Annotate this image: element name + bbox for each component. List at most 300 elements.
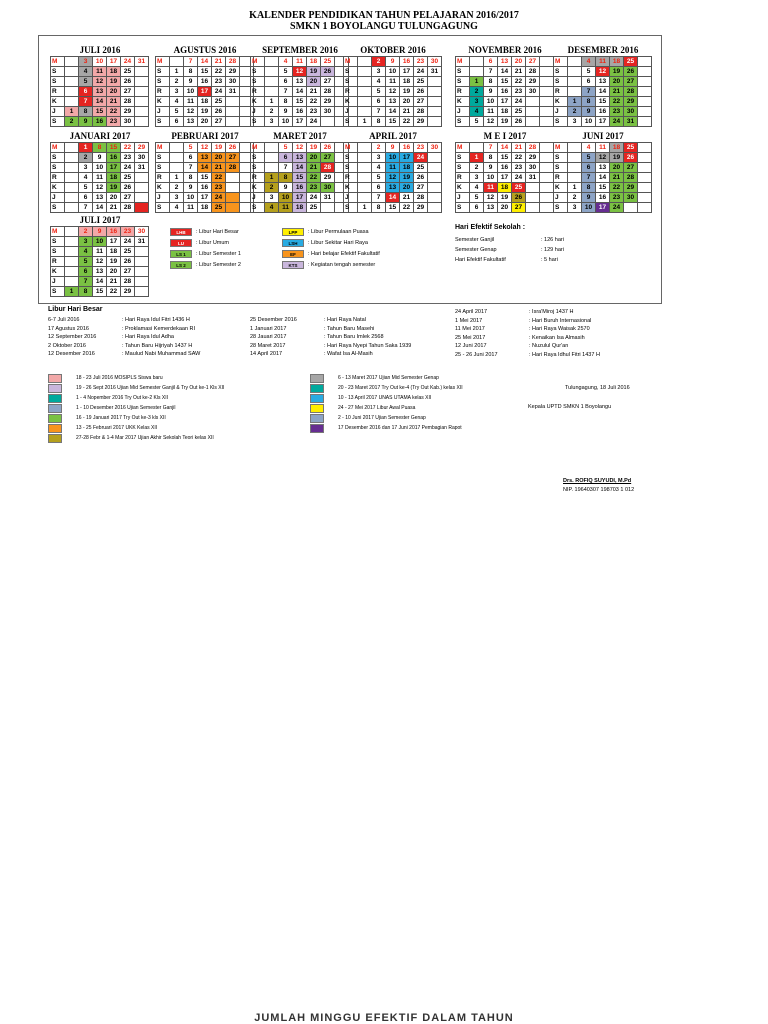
activity-text: 2 - 10 Juni 2017 Ujian Semester Genap [338, 415, 426, 421]
day-label: S [456, 77, 470, 87]
date-cell: 13 [498, 57, 512, 67]
legend-text: : Hari belajar Efektif Fakultatif [308, 251, 380, 257]
date-cell: 20 [400, 183, 414, 193]
activity-row [48, 413, 224, 423]
date-cell [428, 153, 442, 163]
month-grid [50, 226, 149, 297]
date-cell [428, 163, 442, 173]
date-cell: 16 [498, 87, 512, 97]
effective-row [455, 237, 564, 247]
holiday-date: 12 September 2016 [48, 334, 97, 340]
activity-text: 1 - 10 Desember 2016 Ujian Semester Ganjil [76, 405, 176, 411]
date-cell: 17 [596, 117, 610, 127]
month-3 [343, 44, 443, 127]
date-cell: 15 [498, 77, 512, 87]
effective-value: : 129 hari [541, 247, 564, 253]
date-cell: 7 [372, 193, 386, 203]
legend-left [170, 227, 241, 271]
activity-row [48, 383, 224, 393]
date-cell [265, 57, 279, 67]
date-cell: 15 [198, 67, 212, 77]
date-cell: 3 [372, 153, 386, 163]
month-grid [455, 56, 554, 127]
activity-row [310, 423, 463, 433]
month-name: OKTOBER 2016 [360, 45, 426, 55]
date-cell: 6 [79, 193, 93, 203]
date-cell [226, 107, 240, 117]
date-cell: 25 [624, 57, 638, 67]
date-cell: 4 [79, 247, 93, 257]
holiday-name: : Hari Raya Idhul Fitri 1437 H [529, 351, 600, 358]
date-cell: 8 [484, 153, 498, 163]
date-cell: 19 [400, 173, 414, 183]
activity-swatch [310, 394, 324, 403]
date-cell: 28 [321, 163, 335, 173]
date-cell: 4 [170, 203, 184, 213]
date-cell: 1 [170, 173, 184, 183]
date-cell: 3 [79, 163, 93, 173]
date-cell: 19 [198, 107, 212, 117]
holiday-date: 1 Mei 2017 [455, 317, 483, 324]
date-cell: 27 [226, 153, 240, 163]
date-cell: 4 [279, 57, 293, 67]
date-cell: 8 [184, 67, 198, 77]
date-cell [540, 153, 554, 163]
date-cell [265, 77, 279, 87]
date-cell [65, 173, 79, 183]
date-cell: 2 [79, 227, 93, 237]
date-cell [358, 57, 372, 67]
date-cell: 9 [184, 183, 198, 193]
activity-row [48, 403, 224, 413]
date-cell [65, 143, 79, 153]
date-cell [638, 117, 652, 127]
date-cell: 15 [93, 287, 107, 297]
date-cell [135, 247, 149, 257]
date-cell [526, 183, 540, 193]
day-label: R [251, 87, 265, 97]
legend-swatch: KTS [282, 261, 304, 269]
day-label: J [456, 193, 470, 203]
date-cell: 5 [184, 143, 198, 153]
date-cell: 14 [93, 277, 107, 287]
holiday-row [455, 326, 600, 335]
day-label: M [251, 57, 265, 67]
date-cell: 18 [307, 57, 321, 67]
date-cell: 26 [624, 153, 638, 163]
month-name: MARET 2017 [273, 131, 327, 141]
date-cell: 24 [414, 153, 428, 163]
day-label: S [554, 67, 568, 77]
date-cell: 12 [484, 117, 498, 127]
activity-row [310, 393, 463, 403]
date-cell: 1 [265, 173, 279, 183]
date-cell [568, 163, 582, 173]
date-cell: 26 [414, 87, 428, 97]
date-cell [65, 227, 79, 237]
date-cell: 8 [372, 117, 386, 127]
legend-swatch: LS 1 [170, 250, 192, 258]
activity-swatch [48, 374, 62, 383]
date-cell: 13 [596, 77, 610, 87]
date-cell: 12 [198, 143, 212, 153]
holiday-date: 1 Januari 2017 [250, 325, 287, 332]
date-cell: 2 [170, 183, 184, 193]
legend-item [282, 227, 380, 237]
date-cell: 3 [372, 67, 386, 77]
legend-item [170, 227, 241, 237]
date-cell: 16 [107, 153, 121, 163]
date-cell [526, 107, 540, 117]
activity-text: 27-28 Febr & 1-4 Mar 2017 Ujian Akhir Sekolah Teori kelas XII [76, 435, 214, 441]
day-label: M [554, 143, 568, 153]
date-cell: 28 [526, 67, 540, 77]
date-cell: 12 [93, 77, 107, 87]
date-cell: 12 [293, 143, 307, 153]
date-cell: 7 [484, 143, 498, 153]
date-cell: 10 [582, 117, 596, 127]
date-cell: 26 [414, 173, 428, 183]
date-cell: 21 [307, 163, 321, 173]
holiday-date: 12 Juni 2017 [455, 343, 487, 349]
day-label: S [51, 67, 65, 77]
date-cell [65, 57, 79, 67]
day-label: J [251, 107, 265, 117]
date-cell: 3 [170, 193, 184, 203]
date-cell: 1 [79, 143, 93, 153]
date-cell: 16 [596, 193, 610, 203]
date-cell: 2 [265, 183, 279, 193]
date-cell: 21 [107, 277, 121, 287]
holiday-date: 24 April 2017 [455, 309, 488, 315]
sign-place: Tulungagung, 18 Juli 2016 [565, 385, 630, 391]
date-cell: 18 [293, 203, 307, 213]
day-label: J [51, 193, 65, 203]
day-label: R [251, 173, 265, 183]
activity-text: 19 - 26 Sept 2016 Ujian Mid Semester Ganjil & Try Out ke-1 Kls XII [76, 385, 225, 391]
date-cell: 26 [321, 67, 335, 77]
month-2 [250, 44, 350, 127]
holiday-row [48, 317, 200, 326]
day-label: S [156, 153, 170, 163]
date-cell [65, 183, 79, 193]
month-grid [455, 142, 554, 213]
date-cell [428, 97, 442, 107]
date-cell: 15 [386, 117, 400, 127]
date-cell: 21 [212, 57, 226, 67]
day-label: R [51, 257, 65, 267]
date-cell: 21 [400, 107, 414, 117]
date-cell: 6 [279, 153, 293, 163]
date-cell: 30 [135, 227, 149, 237]
legend-swatch: LU [170, 239, 192, 247]
day-label: J [156, 107, 170, 117]
activity-swatch [48, 404, 62, 413]
day-label: R [456, 173, 470, 183]
date-cell: 15 [293, 173, 307, 183]
day-label: S [251, 203, 265, 213]
day-label: S [251, 117, 265, 127]
date-cell: 5 [79, 77, 93, 87]
date-cell: 9 [582, 107, 596, 117]
date-cell: 24 [121, 237, 135, 247]
date-cell: 2 [470, 163, 484, 173]
day-label: K [456, 183, 470, 193]
date-cell: 9 [279, 107, 293, 117]
legend-swatch: LSH [282, 239, 304, 247]
date-cell [638, 107, 652, 117]
date-cell [568, 87, 582, 97]
month-12 [50, 214, 150, 297]
date-cell: 19 [400, 87, 414, 97]
activity-swatch [310, 414, 324, 423]
date-cell [428, 117, 442, 127]
date-cell: 27 [414, 183, 428, 193]
day-label: J [51, 277, 65, 287]
day-label: S [251, 67, 265, 77]
date-cell: 20 [107, 267, 121, 277]
date-cell [638, 183, 652, 193]
date-cell: 19 [307, 67, 321, 77]
date-cell: 12 [184, 107, 198, 117]
date-cell: 22 [121, 143, 135, 153]
date-cell: 20 [212, 153, 226, 163]
date-cell: 24 [307, 193, 321, 203]
date-cell: 17 [498, 97, 512, 107]
holiday-heading: Libur Hari Besar [48, 306, 103, 313]
date-cell: 4 [582, 143, 596, 153]
day-label: R [554, 173, 568, 183]
date-cell: 9 [386, 57, 400, 67]
month-name: JUNI 2017 [582, 131, 624, 141]
date-cell [170, 153, 184, 163]
date-cell: 31 [624, 117, 638, 127]
holiday-row [250, 317, 411, 326]
date-cell: 1 [568, 183, 582, 193]
holiday-row [455, 343, 600, 352]
date-cell: 11 [93, 173, 107, 183]
date-cell [568, 57, 582, 67]
month-name: AGUSTUS 2016 [173, 45, 237, 55]
date-cell: 3 [568, 203, 582, 213]
date-cell: 5 [170, 107, 184, 117]
holiday-name: : Proklamasi Kemerdekaan RI [122, 325, 196, 332]
effective-value: : 5 hari [541, 257, 558, 263]
day-label: J [554, 107, 568, 117]
date-cell: 5 [582, 67, 596, 77]
date-cell: 18 [400, 77, 414, 87]
date-cell: 6 [372, 183, 386, 193]
date-cell: 17 [498, 173, 512, 183]
date-cell: 3 [265, 193, 279, 203]
date-cell: 24 [610, 203, 624, 213]
legend-item [170, 260, 241, 270]
day-label: M [156, 143, 170, 153]
date-cell: 4 [79, 173, 93, 183]
date-cell: 28 [121, 203, 135, 213]
date-cell: 12 [93, 257, 107, 267]
date-cell [135, 67, 149, 77]
legend-text: : Libur Sekitar Hari Raya [308, 240, 368, 246]
date-cell [65, 247, 79, 257]
date-cell: 28 [526, 143, 540, 153]
date-cell [135, 87, 149, 97]
date-cell: 29 [414, 203, 428, 213]
date-cell [65, 257, 79, 267]
date-cell [135, 203, 149, 213]
date-cell [540, 183, 554, 193]
legend-text: : Libur Permulaan Puasa [308, 229, 369, 235]
day-label: S [51, 203, 65, 213]
date-cell: 19 [212, 143, 226, 153]
date-cell [135, 117, 149, 127]
date-cell: 26 [624, 67, 638, 77]
date-cell: 30 [321, 107, 335, 117]
date-cell: 8 [582, 97, 596, 107]
date-cell [638, 163, 652, 173]
day-label: R [156, 87, 170, 97]
date-cell: 9 [484, 87, 498, 97]
date-cell: 28 [321, 87, 335, 97]
date-cell: 11 [93, 247, 107, 257]
effective-row [455, 257, 564, 267]
activity-text: 18 - 23 Juli 2016 MOSIPLS Siswa baru [76, 375, 163, 381]
date-cell: 12 [93, 183, 107, 193]
date-cell [638, 193, 652, 203]
activity-row [48, 433, 224, 443]
sign-name: Drs. ROFIQ SUYUDI, M.Pd [563, 478, 632, 484]
holiday-row [250, 351, 411, 360]
date-cell: 23 [307, 107, 321, 117]
date-cell: 28 [226, 163, 240, 173]
date-cell [135, 77, 149, 87]
date-cell: 26 [121, 77, 135, 87]
month-7 [155, 130, 255, 213]
activity-swatch [48, 434, 62, 443]
month-name: JANUARI 2017 [69, 131, 131, 141]
day-label: S [344, 117, 358, 127]
date-cell: 18 [610, 57, 624, 67]
date-cell: 15 [596, 97, 610, 107]
date-cell: 1 [65, 107, 79, 117]
date-cell: 8 [79, 287, 93, 297]
date-cell: 10 [279, 193, 293, 203]
day-label: M [554, 57, 568, 67]
date-cell: 18 [198, 97, 212, 107]
date-cell: 24 [307, 117, 321, 127]
date-cell: 20 [107, 193, 121, 203]
date-cell: 2 [79, 153, 93, 163]
date-cell: 21 [107, 97, 121, 107]
effective-label: Hari Efektif Fakultatif [455, 257, 506, 263]
date-cell: 3 [470, 173, 484, 183]
date-cell: 1 [358, 117, 372, 127]
holiday-date: 17 Agustus 2016 [48, 325, 89, 332]
day-label: S [456, 117, 470, 127]
holiday-row [250, 343, 411, 352]
date-cell [135, 277, 149, 287]
date-cell: 21 [107, 203, 121, 213]
date-cell [540, 193, 554, 203]
month-grid [553, 142, 652, 213]
date-cell [358, 153, 372, 163]
date-cell: 16 [400, 57, 414, 67]
date-cell: 29 [226, 67, 240, 77]
date-cell: 20 [107, 87, 121, 97]
date-cell: 10 [93, 163, 107, 173]
date-cell: 25 [121, 173, 135, 183]
day-label: R [344, 87, 358, 97]
holiday-name: : Hari Raya Nyepi Tahun Saka 1939 [324, 342, 412, 349]
date-cell: 31 [135, 163, 149, 173]
date-cell: 1 [170, 67, 184, 77]
date-cell: 16 [198, 77, 212, 87]
date-cell: 16 [198, 183, 212, 193]
day-label: S [156, 203, 170, 213]
date-cell: 29 [624, 97, 638, 107]
holiday-row [250, 334, 411, 343]
date-cell: 9 [184, 77, 198, 87]
activity-row [310, 383, 463, 393]
holiday-name: : Wafat Isa Al-Masih [324, 351, 373, 357]
holiday-name: : Kenaikan Isa Almasih [529, 334, 585, 341]
holiday-col-1 [48, 317, 200, 360]
date-cell: 4 [372, 163, 386, 173]
date-cell: 14 [93, 203, 107, 213]
date-cell [624, 203, 638, 213]
month-1 [155, 44, 255, 127]
legend-item [282, 238, 380, 248]
holiday-date: 25 Mei 2017 [455, 334, 486, 341]
date-cell: 5 [279, 67, 293, 77]
date-cell: 12 [386, 173, 400, 183]
day-label: K [51, 183, 65, 193]
month-grid [250, 142, 349, 213]
date-cell: 21 [610, 173, 624, 183]
date-cell: 27 [121, 193, 135, 203]
date-cell: 1 [470, 153, 484, 163]
activity-swatch [48, 424, 62, 433]
day-label: S [554, 77, 568, 87]
date-cell [428, 183, 442, 193]
date-cell: 24 [610, 117, 624, 127]
date-cell: 7 [79, 203, 93, 213]
month-grid [50, 142, 149, 213]
date-cell: 26 [512, 117, 526, 127]
date-cell [526, 97, 540, 107]
day-label: R [554, 87, 568, 97]
day-label: J [456, 107, 470, 117]
date-cell: 30 [624, 107, 638, 117]
day-label: M [51, 143, 65, 153]
day-label: R [156, 173, 170, 183]
date-cell: 11 [386, 77, 400, 87]
holiday-row [48, 326, 200, 335]
date-cell: 8 [93, 143, 107, 153]
holiday-date: 14 April 2017 [250, 351, 283, 357]
holiday-date: 2 Oktober 2016 [48, 342, 86, 349]
month-name: PEBRUARI 2017 [171, 131, 239, 141]
date-cell [526, 117, 540, 127]
day-label: M [156, 57, 170, 67]
date-cell [428, 107, 442, 117]
holiday-date: 11 Mei 2017 [455, 326, 485, 332]
date-cell: 22 [512, 153, 526, 163]
date-cell: 30 [428, 143, 442, 153]
day-label: S [344, 77, 358, 87]
date-cell: 17 [293, 117, 307, 127]
date-cell: 22 [307, 97, 321, 107]
